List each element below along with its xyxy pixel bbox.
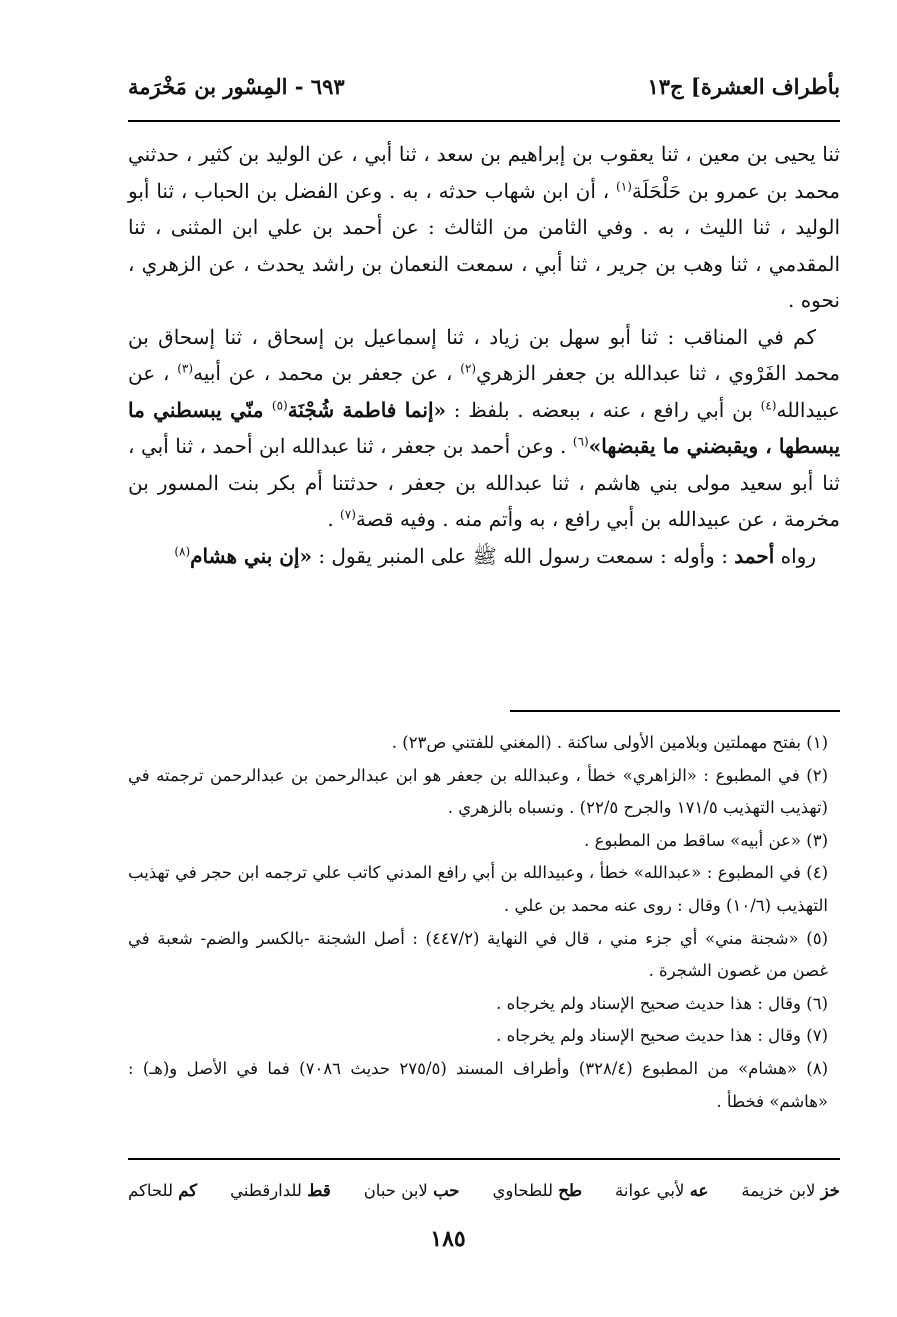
footnote-ref-5[interactable]: (٥) [271, 397, 288, 412]
header-entry-title: ٦٩٣ - المِسْور بن مَخْرَمة [128, 73, 345, 99]
footnote-2: (٢) في المطبوع : «الزاهري» خطأ ، وعبدالله بن جعفر هو ابن عبدالرحمن بن عبدالرحمن ترجمته في (تهذيب التهذيب ١٧١/٥ والجرح ٢٢/٥) . ونسباه بالزهري . [128, 765, 828, 818]
header-divider [128, 120, 840, 122]
abbrev-item: عه لأبي عوانة [615, 1180, 709, 1200]
abbrev-item: قط للدارقطني [230, 1180, 331, 1200]
footnote-ref-6[interactable]: (٦) [572, 434, 589, 449]
footnote-1: (١) بفتح مهملتين وبلامين الأولى ساكنة . (المغني للفتني ص٢٣) . [391, 733, 828, 752]
footnote-ref-1[interactable]: (١) [616, 178, 632, 193]
abbrev-item: طح للطحاوي [492, 1180, 583, 1200]
footnote-7: (٧) وقال : هذا حديث صحيح الإسناد ولم يخرجاه . [496, 1026, 828, 1046]
hadith-quote: «إنما فاطمة شُجْنَة [287, 397, 446, 422]
hadith-quote-cont: منّي يبسطني ما يبسطها ، ويقبضني ما يقبضها» [128, 397, 841, 458]
header-book-title: بأطراف العشرة] ج١٣ [647, 73, 840, 99]
footnote-ref-2[interactable]: (٢) [460, 361, 477, 376]
footnote-5: (٥) «شجنة مني» أي جزء مني ، قال في النهاية (٤٤٧/٢) : أصل الشجنة -بالكسر والضم- شعبة في غصن من غصون الشجرة . [128, 928, 828, 981]
hadith-quote-start: «إن بني هشام [190, 543, 312, 568]
bottom-divider [128, 1158, 840, 1160]
footnote-3: (٣) «عن أبيه» ساقط من المطبوع . [584, 830, 828, 850]
footnote-6: (٦) وقال : هذا حديث صحيح الإسناد ولم يخرجاه . [496, 993, 828, 1013]
paragraph-1: ثنا يحيى بن معين ، ثنا يعقوب بن إبراهيم بن سعد ، ثنا أبي ، عن الوليد بن كثير ، حدثني محمد بن عمرو بن حَلْحَلَة$^{(١)}$ ، أن ابن شهاب حدثه ، به . وعن الفضل بن الحباب ، ثنا أبو الوليد ، ثنا الليث ، به . وفي الثامن من الثالث : عن أحمد بن علي ابن المثنى ، ثنا المقدمي ، ثنا وهب بن جرير ، ثنا أبي ، سمعت النعمان بن راشد يحدث ، عن الزهري ، نحوه . [128, 142, 840, 312]
paragraph-2: كم في المناقب : ثنا أبو سهل بن زياد ، ثنا إسماعيل بن إسحاق ، ثنا إسحاق بن محمد الفَرْوي ، ثنا عبدالله بن جعفر الزهري$^{(٢)}$ ، عن جعفر بن محمد ، عن أبيه$^{(٣)}$ ، عن عبيدالله$^{(٤)}$ بن أبي رافع ، عنه ، ببعضه . بلفظ : «إنما فاطمة شُجْنَة$^{(٥)}$ منّي يبسطني ما يبسطها ، ويقبضني ما يقبضها»$^{(٦)}$ . وعن أحمد بن جعفر ، ثنا عبدالله ابن أحمد ، ثنا أبي ، ثنا أبو سعيد مولى بني هاشم ، ثنا عبدالله بن جعفر ، حدثتنا أم بكر بنت المسور بن مخرمة ، عن عبيدالله بن أبي رافع ، به وأتم منه . وفيه قصة$^{(٧)}$ . [128, 324, 841, 531]
abbrev-item: خز لابن خزيمة [741, 1180, 840, 1200]
footnote-ref-3[interactable]: (٣) [177, 361, 194, 376]
abbrev-item: حب لابن حبان [363, 1180, 460, 1200]
footnotes [128, 727, 840, 1118]
main-text [128, 136, 840, 574]
footnote-ref-4[interactable]: (٤) [760, 397, 777, 412]
footnote-ref-8[interactable]: (٨) [174, 543, 191, 558]
page-number: ١٨٥ [430, 1226, 466, 1252]
paragraph-3: رواه أحمد : وأوله : سمعت رسول الله ﷺ على المنبر يقول : «إن بني هشام$^{(٨)}$ [174, 543, 816, 568]
footnote-ref-7[interactable]: (٧) [340, 507, 356, 522]
abbrev-item: كم للحاكم [128, 1180, 198, 1200]
narrator-name: أحمد [734, 543, 775, 568]
footnote-divider [510, 710, 840, 712]
footnote-8: (٨) «هشام» من المطبوع (٣٢٨/٤) وأطراف المسند (٢٧٥/٥ حديث ٧٠٨٦) فما في الأصل و(هـ) : «هاشم» فخطأ . [128, 1058, 828, 1111]
footnote-4: (٤) في المطبوع : «عبدالله» خطأ ، وعبيدالله بن أبي رافع المدني كاتب علي ترجمه ابن حجر في تهذيب التهذيب (١٠/٦) وقال : روى عنه محمد بن علي . [128, 863, 828, 915]
abbreviation-key [128, 1172, 840, 1208]
running-header [128, 62, 840, 110]
